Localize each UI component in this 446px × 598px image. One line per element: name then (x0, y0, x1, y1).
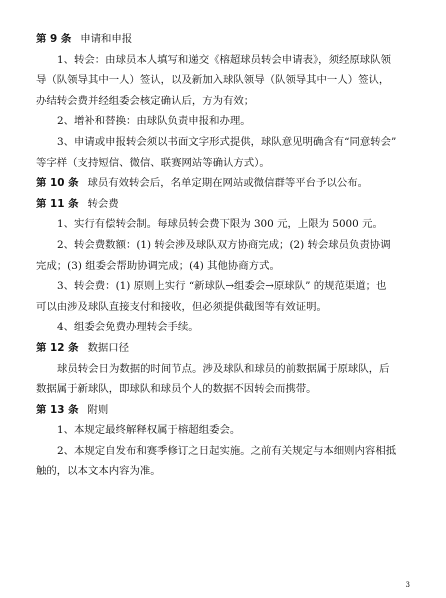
article-13-heading (36, 400, 410, 421)
paragraph-line: 可以由涉及球队直接支付和接收，但必须提供截图等有效证明。 (36, 300, 327, 313)
article-text: 球员有效转会后，名单定期在网站或微信群等平台予以公布。 (87, 177, 369, 190)
article-11-heading (36, 194, 410, 215)
paragraph-line: 1、转会：由球员本人填写和递交《榕超球员转会申请表》，须经原球队领 (57, 53, 391, 66)
article-number: 第 12 条 (36, 341, 79, 354)
article-9-heading (36, 29, 410, 50)
paragraph-line: 2、本规定自发布和赛季修订之日起实施。之前有关规定与本细则内容相抵 (57, 444, 397, 457)
article-12-heading (36, 338, 410, 359)
paragraph-line: 球员转会日为数据的时间节点。涉及球队和球员的前数据属于原球队，后 (57, 362, 390, 375)
paragraph-line: 办结转会费并经组委会核定确认后，方为有效； (36, 94, 255, 107)
article-title: 转会费 (87, 197, 119, 210)
paragraph-line: 导（队领导其中一人）签认，以及新加入球队领导（队领导其中一人）签认， (36, 74, 390, 87)
paragraph-line: 数据属于新球队，即球队和球员个人的数据不因转会而携带。 (36, 383, 317, 396)
paragraph-line: 完成；(3) 组委会帮助协调完成；(4) 其他协商方式。 (36, 259, 280, 272)
article-number: 第 13 条 (36, 403, 79, 416)
page-number: 3 (405, 581, 410, 589)
article-10-heading (36, 173, 410, 194)
paragraph-line: 2、增补和替换：由球队负责申报和办理。 (57, 115, 251, 128)
paragraph-line: 3、申请或申报转会须以书面文字形式提供，球队意见明确含有“同意转会” (57, 135, 397, 148)
paragraph-line: 触的，以本文本内容为准。 (36, 465, 161, 478)
paragraph-line: 4、组委会免费办理转会手续。 (57, 321, 199, 334)
article-number: 第 10 条 (36, 177, 79, 190)
paragraph-line: 1、实行有偿转会制。每球员转会费下限为 300 元，上限为 5000 元。 (57, 218, 383, 231)
article-title: 申请和申报 (80, 33, 133, 45)
paragraph-line: 3、转会费：(1) 原则上实行 “新球队→组委会→原球队” 的规范渠道；也 (57, 280, 387, 293)
article-title: 附则 (87, 403, 109, 416)
article-number: 第 9 条 (36, 33, 72, 45)
article-title: 数据口径 (87, 341, 130, 354)
document-page (36, 29, 410, 482)
paragraph-line: 2、转会费数额：(1) 转会涉及球队双方协商完成；(2) 转会球员负责协调 (57, 238, 391, 251)
article-number: 第 11 条 (36, 197, 79, 210)
paragraph-line: 1、本规定最终解释权属于榕超组委会。 (57, 424, 241, 437)
paragraph-line: 等字样（支持短信、微信、联赛网站等确认方式）。 (36, 156, 270, 169)
